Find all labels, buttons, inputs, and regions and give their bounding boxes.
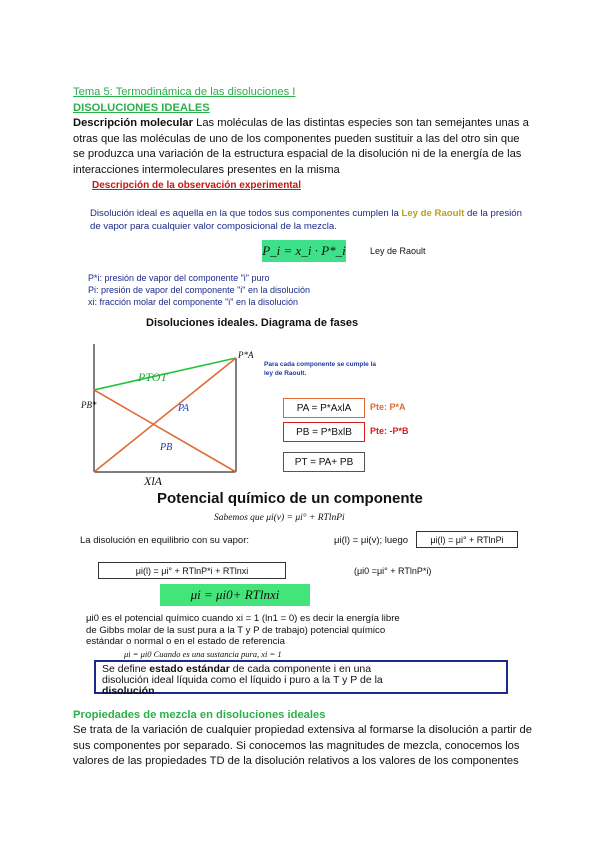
intro-line-1: Las moléculas de las distintas especies son tan semejantes unas a bbox=[193, 117, 529, 129]
slide2-title: Disoluciones ideales. Diagrama de fases bbox=[146, 317, 359, 329]
section-title: DISOLUCIONES IDEALES bbox=[73, 102, 210, 114]
slide-potencial bbox=[72, 490, 532, 702]
expl-line-1: μi0 es el potencial químico cuando xi = 1 (ln1 = 0) es decir la energía libre bbox=[86, 613, 400, 624]
legend-line-3: xi: fracción molar del componente "i" en la disolución bbox=[88, 297, 298, 307]
mezcla-heading: Propiedades de mezcla en disoluciones ideales bbox=[73, 709, 326, 721]
intro-line-4: interacciones intermoleculares presentes en la misma bbox=[73, 163, 340, 176]
slide1-title: Descripción de la observación experimental bbox=[92, 180, 301, 191]
sabemos: Sabemos que μi(v) = μi° + RTlnPi bbox=[214, 513, 345, 523]
std-line-2: disolución ideal líquida como el líquido i puro a la T y P de la bbox=[102, 674, 383, 686]
eq-luego: μi(l) = μi(v); luego bbox=[334, 535, 409, 546]
slide1-definition-2: de vapor para cualquier valor composicional de la mezcla. bbox=[90, 221, 337, 232]
mezcla-line-2: sus componentes por separado. Si conocemos las magnitudes de mezcla, conocemos los bbox=[73, 739, 520, 752]
slide-diagrama bbox=[78, 314, 418, 490]
eq-pt-box: PT = PA+ PB bbox=[283, 452, 365, 472]
expl-line-3: estándar o normal o en el estado de referencia bbox=[86, 636, 285, 647]
intro-paragraph bbox=[73, 116, 543, 178]
mezcla-paragraph bbox=[73, 723, 543, 770]
topic-title: Tema 5: Termodinámica de las disoluciones I bbox=[73, 86, 296, 98]
pte-b: Pte: -P*B bbox=[370, 426, 409, 436]
pure-substance-note: μi = μi0 Cuando es una sustancia pura, xi = 1 bbox=[124, 649, 282, 659]
legend-line-2: Pi: presión de vapor del componente "i" en la disolución bbox=[88, 285, 311, 295]
label-pb: PB bbox=[160, 442, 173, 453]
equilibrio-text: La disolución en equilibrio con su vapor: bbox=[80, 535, 249, 546]
series-pb-line bbox=[94, 390, 236, 472]
legend-line-1: P*i: presión de vapor del componente "i" puro bbox=[88, 273, 270, 283]
def-part-b: de la presión bbox=[464, 208, 522, 219]
std-c: de cada componente i en una bbox=[229, 663, 372, 675]
std-b: estado estándar bbox=[149, 663, 230, 675]
main-potential-formula: μi = μi0+ RTlnxi bbox=[160, 584, 310, 606]
slide1-definition bbox=[90, 208, 522, 219]
eq-pa-box: PA = P*AxlA bbox=[283, 398, 365, 418]
std-a: Se define bbox=[102, 663, 150, 675]
def-part-a: Disolución ideal es aquella en la que todos sus componentes cumplen la bbox=[90, 208, 402, 219]
mu-paren: (μi0 =μi° + RTlnP*i) bbox=[354, 566, 432, 576]
intro-line-2: otras que las moléculas de uno de los componentes pueden sustituir a las del otro sin que bbox=[73, 132, 520, 145]
raoult-note: Para cada componente se cumple la ley de Raoult. bbox=[264, 361, 376, 377]
mezcla-line-1: Se trata de la variación de cualquier propiedad extensiva al formarse la disolución a partir de bbox=[73, 724, 532, 736]
label-pa: PA bbox=[178, 403, 189, 414]
mezcla-line-3: valores de las propiedades TD de la disolución relativos a los valores de los componentes bbox=[73, 755, 519, 768]
slide1-legend bbox=[88, 272, 310, 308]
box-mu-l: μi(l) = μi° + RTlnP*i + RTlnxi bbox=[98, 562, 286, 579]
label-pa-star: P*A bbox=[238, 350, 254, 360]
box-mu-v: μi(l) = μi° + RTlnPi bbox=[416, 531, 518, 548]
intro-lead: Descripción molecular bbox=[73, 117, 193, 129]
label-ptot: PTOT bbox=[138, 370, 168, 384]
raoult-formula: P_i = x_i · P*_i bbox=[262, 240, 346, 262]
raoult-label: Ley de Raoult bbox=[370, 246, 426, 256]
def-law: Ley de Raoult bbox=[401, 208, 465, 219]
slide3-title: Potencial químico de un componente bbox=[157, 490, 423, 507]
eq-pb-box: PB = P*BxlB bbox=[283, 422, 365, 442]
expl-line-2: de Gibbs molar de la sust pura a la T y P de trabajo) potencial químico bbox=[86, 624, 386, 636]
x-axis-label: XlA bbox=[144, 474, 162, 488]
estado-estandar-box bbox=[94, 660, 508, 697]
intro-line-3: se produzca una variación de la estructura espacial de la disolución ni de la energía de las bbox=[73, 148, 522, 161]
slide-observacion bbox=[82, 180, 532, 307]
pte-a: Pte: P*A bbox=[370, 402, 406, 412]
label-pb-star: PB* bbox=[81, 400, 97, 410]
std-line-3: disolución bbox=[102, 685, 155, 697]
phase-diagram bbox=[78, 314, 418, 490]
mu0-explanation bbox=[86, 613, 526, 648]
